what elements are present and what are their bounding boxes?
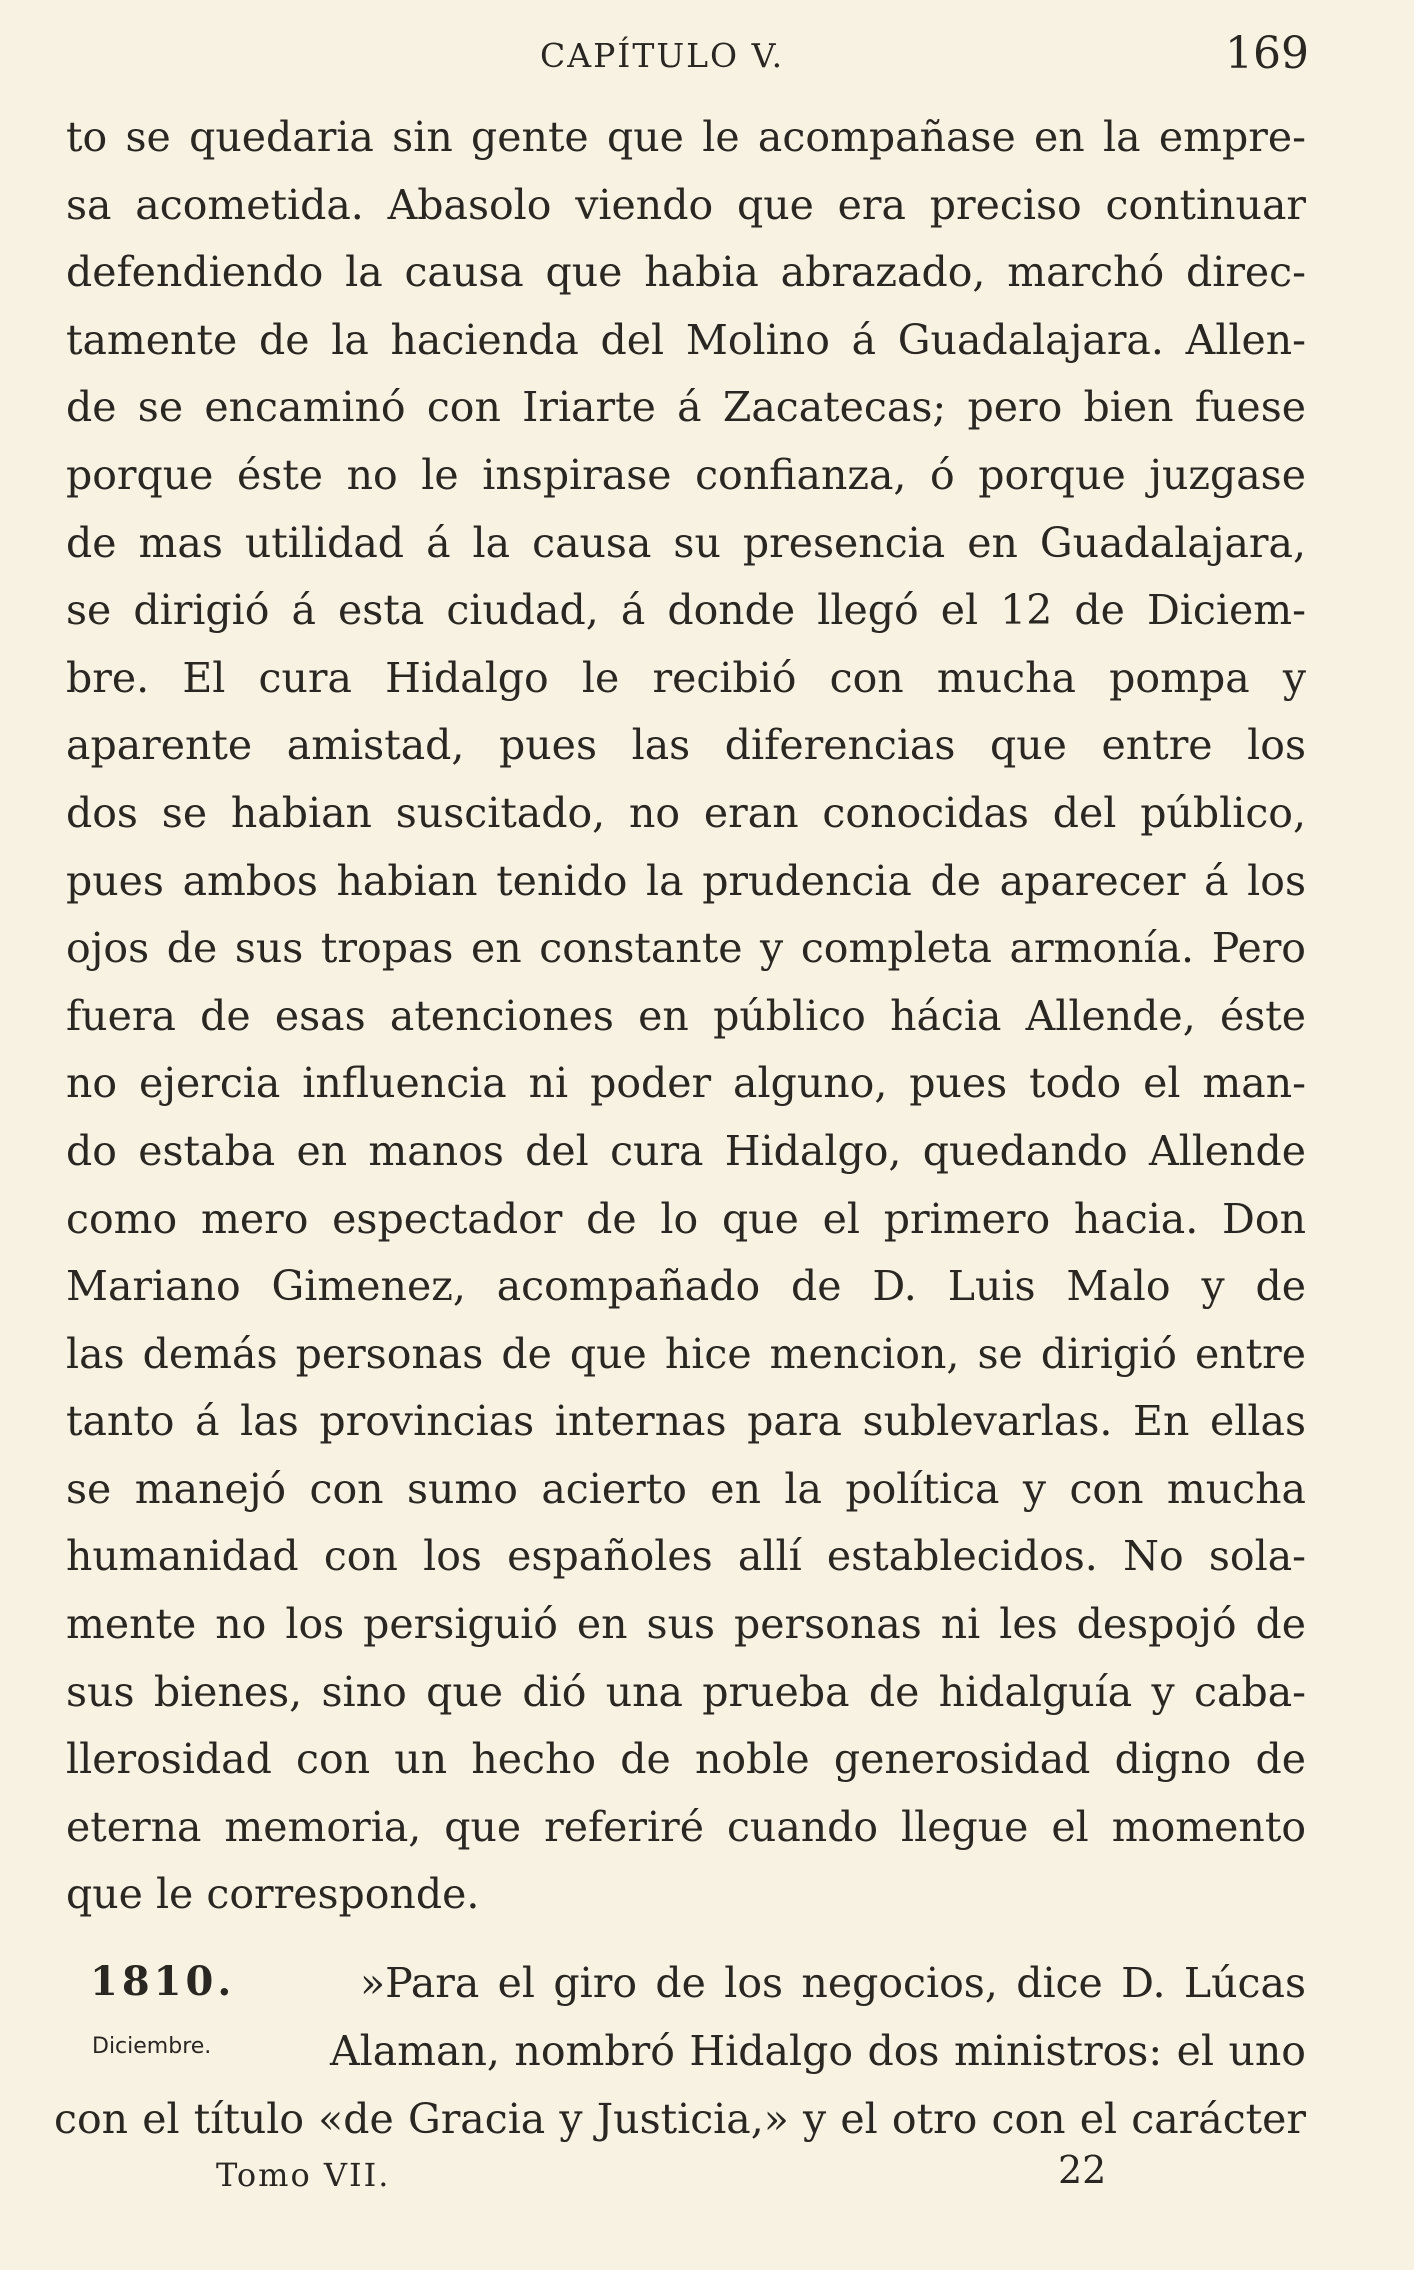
- chapter-title: CAPÍTULO V.: [540, 36, 785, 75]
- margin-note-month: Diciembre.: [92, 2034, 212, 2059]
- text-line: llerosidad con un hecho de noble generosidad digno de: [66, 1735, 1306, 1784]
- text-line: de se encaminó con Iriarte á Zacatecas; pero bien fuese: [66, 383, 1306, 432]
- page-footer: [0, 2148, 1414, 2208]
- text-line: sa acometida. Abasolo viendo que era preciso continuar: [66, 180, 1306, 229]
- text-line: fuera de esas atenciones en público hácia Allende, éste: [66, 991, 1306, 1040]
- text-line: tanto á las provincias internas para sublevarlas. En ellas: [66, 1397, 1306, 1446]
- text-line: mente no los persiguió en sus personas ni les despojó de: [66, 1600, 1306, 1649]
- text-line: aparente amistad, pues las diferencias que entre los: [66, 721, 1306, 770]
- text-line: se dirigió á esta ciudad, á donde llegó el 12 de Diciem-: [66, 586, 1306, 635]
- main-paragraph: [66, 104, 1306, 1929]
- text-line: »Para el giro de los negocios, dice D. Lúcas: [360, 1959, 1306, 2007]
- text-line: sus bienes, sino que dió una prueba de hidalguía y caba-: [66, 1667, 1306, 1716]
- volume-label: Tomo VII.: [216, 2156, 391, 2194]
- text-line: to se quedaria sin gente que le acompañase en la empre-: [66, 113, 1306, 161]
- margin-note-year: 1810.: [90, 1958, 236, 2005]
- text-line: eterna memoria, que referiré cuando llegue el momento: [66, 1802, 1306, 1851]
- text-line: como mero espectador de lo que el primero hacia. Don: [66, 1194, 1306, 1243]
- text-line: Mariano Gimenez, acompañado de D. Luis Malo y de: [66, 1262, 1306, 1311]
- running-header: [0, 28, 1414, 88]
- text-line: humanidad con los españoles allí establecidos. No sola-: [66, 1532, 1306, 1581]
- text-line: do estaba en manos del cura Hidalgo, quedando Allende: [66, 1126, 1306, 1175]
- text-line: defendiendo la causa que habia abrazado, marchó direc-: [66, 248, 1306, 297]
- text-line: pues ambos habian tenido la prudencia de aparecer á los: [66, 856, 1306, 905]
- text-line: que le corresponde.: [66, 1870, 480, 1919]
- page-number: 169: [1225, 28, 1309, 79]
- signature-mark: 22: [1058, 2148, 1107, 2192]
- text-line: no ejercia influencia ni poder alguno, pues todo el man-: [66, 1059, 1306, 1108]
- text-line: se manejó con sumo acierto en la política y con mucha: [66, 1464, 1306, 1513]
- text-line: porque éste no le inspirase confianza, ó porque juzgase: [66, 450, 1306, 499]
- text-line: de mas utilidad á la causa su presencia en Guadalajara,: [66, 518, 1306, 567]
- text-line: Alaman, nombró Hidalgo dos ministros: el uno: [330, 2027, 1306, 2075]
- text-line: las demás personas de que hice mencion, se dirigió entre: [66, 1329, 1306, 1378]
- text-line: bre. El cura Hidalgo le recibió con mucha pompa y: [66, 653, 1306, 702]
- text-line: dos se habian suscitado, no eran conocidas del público,: [66, 788, 1306, 837]
- text-line: tamente de la hacienda del Molino á Guadalajara. Allen-: [66, 315, 1306, 364]
- text-line: con el título «de Gracia y Justicia,» y el otro con el carácter: [54, 2095, 1306, 2143]
- text-line: ojos de sus tropas en constante y completa armonía. Pero: [66, 924, 1306, 973]
